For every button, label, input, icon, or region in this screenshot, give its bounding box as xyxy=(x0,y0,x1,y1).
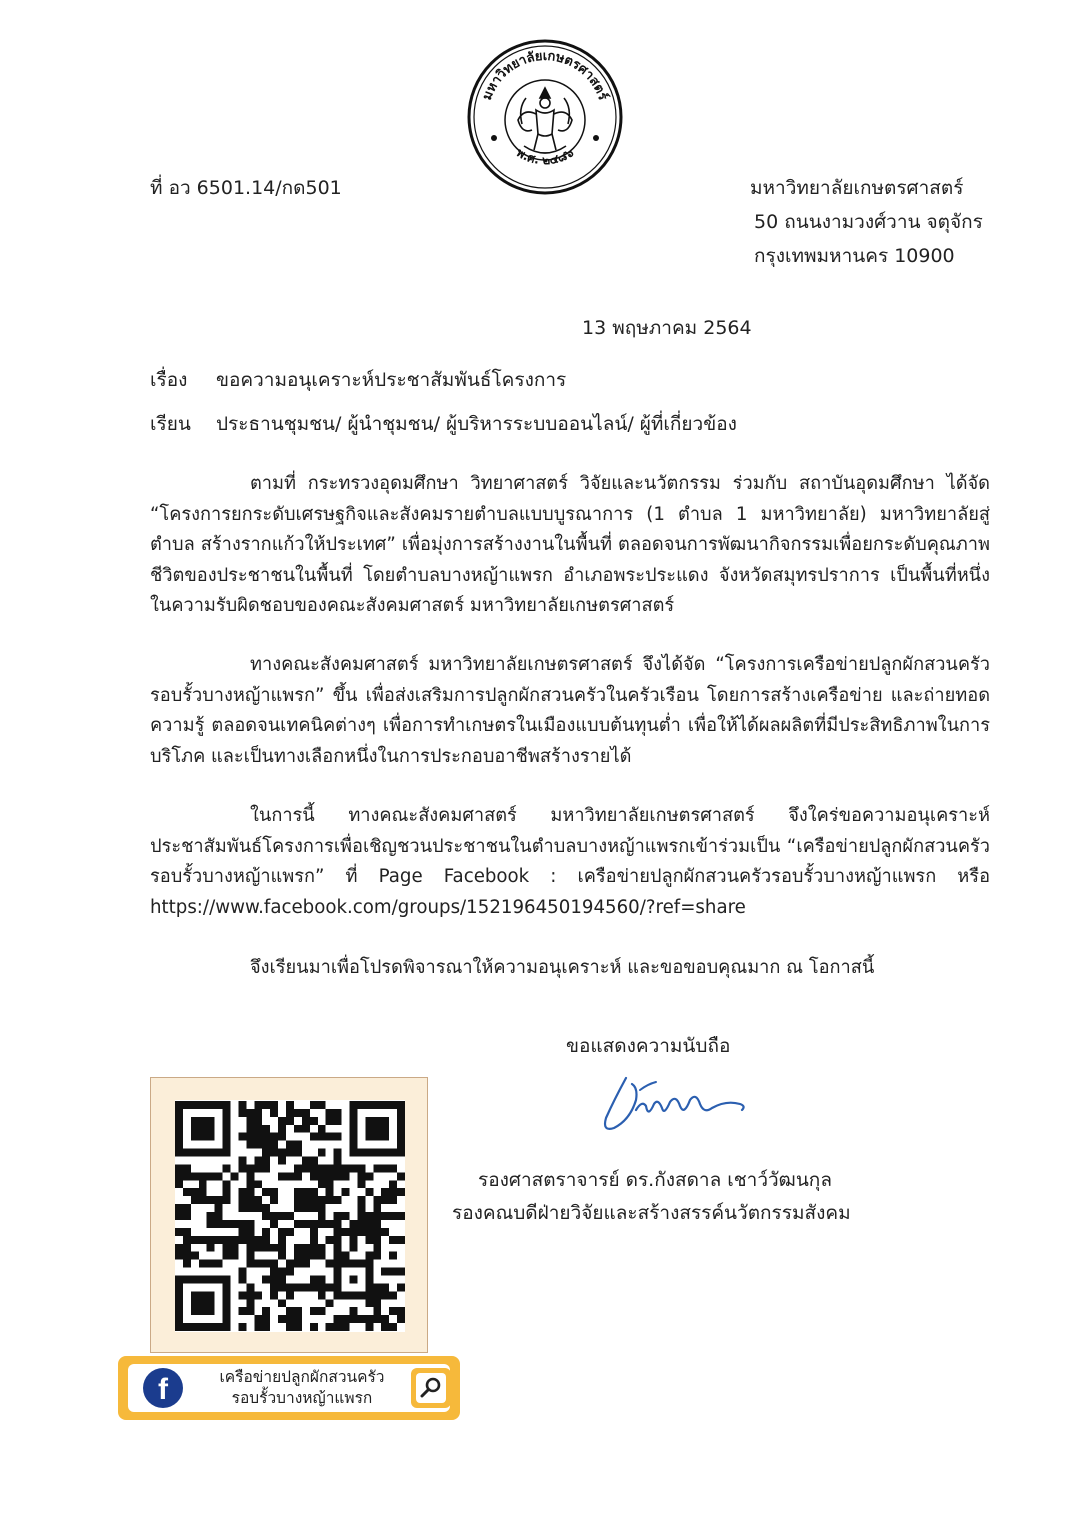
facebook-logo-icon: f xyxy=(143,1368,183,1408)
signatory-position: รองคณบดีฝ่ายวิจัยและสร้างสรรค์นวัตกรรมสังคม xyxy=(452,1202,851,1224)
seal-text-bottom: พ.ศ. ๒๔๘๖ xyxy=(513,145,577,168)
body-paragraph-2-text: ทางคณะสังคมศาสตร์ มหาวิทยาลัยเกษตรศาสตร์ จึงได้จัด “โครงการเครือข่ายปลูกผักสวนครัวรอบรั้วบางหญ้าแพรก” ขึ้น เพื่อส่งเสริมการปลูกผักสวนครัวในครัวเรือน โดยการสร้างเครือข่าย และถ่ายทอดความรู้ ตลอดจนเทคนิคต่างๆ เพื่อการทำเกษตรในเมืองแบบต้นทุนต่ำ เพื่อให้ได้ผลผลิตที่มีประสิทธิภาพในการบริโภค และเป็นทางเลือกหนึ่งในการประกอบอาชีพสร้างรายได้ xyxy=(150,654,990,767)
facebook-group-name-line2: รอบรั้วบางหญ้าแพรก xyxy=(231,1389,373,1407)
closing-salutation: ขอแสดงความนับถือ xyxy=(566,1035,731,1057)
facebook-group-name xyxy=(202,1367,402,1409)
body-paragraph-2 xyxy=(150,650,990,772)
sender-address-line1: มหาวิทยาลัยเกษตรศาสตร์ xyxy=(750,177,964,199)
body-paragraph-1-text: ตามที่ กระทรวงอุดมศึกษา วิทยาศาสตร์ วิจัยและนวัตกรรม ร่วมกับ สถาบันอุดมศึกษา ได้จัด “โครงการยกระดับเศรษฐกิจและสังคมรายตำบลแบบบูรณาการ (1 ตำบล 1 มหาวิทยาลัย) มหาวิทยาลัยสู่ตำบล สร้างรากแก้วให้ประเทศ” เพื่อมุ่งการสร้างงานในพื้นที่ ตลอดจนการพัฒนากิจกรรมเพื่อยกระดับคุณภาพชีวิตของประชาชนในพื้นที่ โดยตำบลบางหญ้าแพรก อำเภอพระประแดง จังหวัดสมุทรปราการ เป็นพื้นที่หนึ่งในความรับผิดชอบของคณะสังคมศาสตร์ มหาวิทยาลัยเกษตรศาสตร์ xyxy=(150,473,990,616)
letter-date: 13 พฤษภาคม 2564 xyxy=(582,317,752,339)
subject-label: เรื่อง xyxy=(150,369,188,391)
svg-text:พ.ศ. ๒๔๘๖ xyxy=(514,145,576,167)
sender-address-line2: 50 ถนนงามวงศ์วาน จตุจักร xyxy=(754,211,983,233)
reference-number: ที่ อว 6501.14/กด501 xyxy=(150,177,342,199)
qr-code[interactable] xyxy=(175,1100,405,1332)
body-paragraph-3-text: ในการนี้ ทางคณะสังคมศาสตร์ มหาวิทยาลัยเกษตรศาสตร์ จึงใคร่ขอความอนุเคราะห์ประชาสัมพันธ์โครงการเพื่อเชิญชวนประชาชนในตำบลบางหญ้าแพรกเข้าร่วมเป็น “เครือข่ายปลูกผักสวนครัวรอบรั้วบางหญ้าแพรก” ที่ Page Facebook : เครือข่ายปลูกผักสวนครัวรอบรั้วบางหญ้าแพรก หรือ https://www.facebook.com/groups/152196450194560/?ref=share xyxy=(150,805,990,918)
body-paragraph-3 xyxy=(150,801,990,923)
facebook-group-badge[interactable] xyxy=(118,1356,460,1420)
search-icon[interactable] xyxy=(411,1368,451,1408)
body-paragraph-4-text: จึงเรียนมาเพื่อโปรดพิจารณาให้ความอนุเคราะห์ และขอขอบคุณมาก ณ โอกาสนี้ xyxy=(250,957,875,978)
qr-code-frame xyxy=(150,1077,428,1353)
signatory-name: รองศาสตราจารย์ ดร.กังสดาล เชาว์วัฒนกุล xyxy=(478,1169,832,1191)
seal-text-top: มหาวิทยาลัยเกษตรศาสตร์ xyxy=(479,48,611,103)
recipient-text: ประธานชุมชน/ ผู้นำชุมชน/ ผู้บริหารระบบออนไลน์/ ผู้ที่เกี่ยวข้อง xyxy=(216,413,737,435)
body-paragraph-4 xyxy=(150,953,990,984)
handwritten-signature xyxy=(596,1070,752,1142)
university-seal xyxy=(466,38,624,196)
subject-text: ขอความอนุเคราะห์ประชาสัมพันธ์โครงการ xyxy=(216,369,567,391)
sender-address-line3: กรุงเทพมหานคร 10900 xyxy=(754,245,955,267)
recipient-label: เรียน xyxy=(150,413,191,435)
body-paragraph-1 xyxy=(150,469,990,622)
facebook-group-name-line1: เครือข่ายปลูกผักสวนครัว xyxy=(219,1368,385,1386)
